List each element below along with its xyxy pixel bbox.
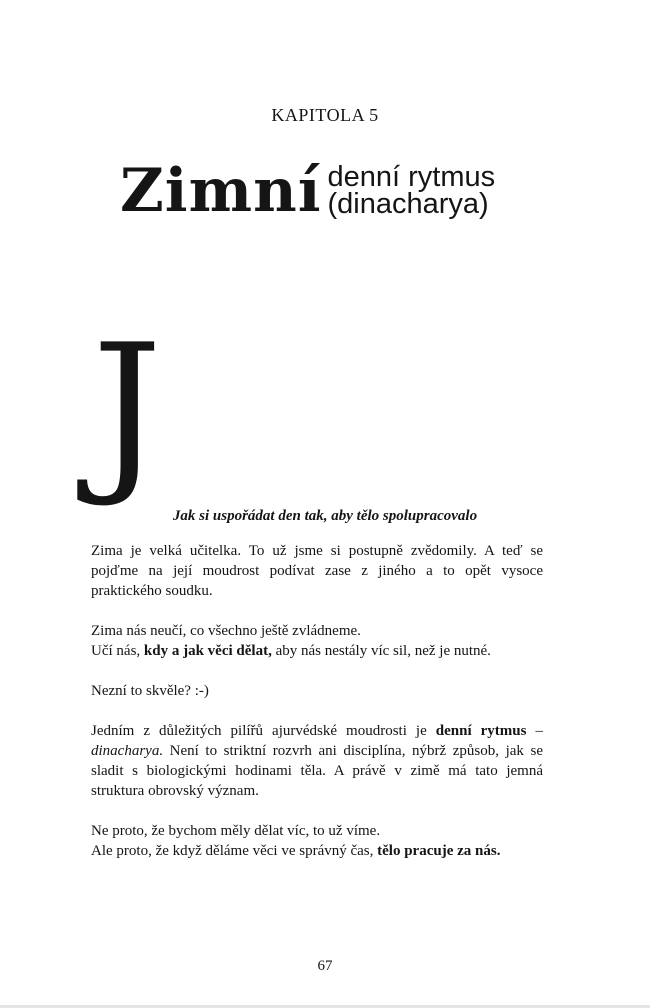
paragraph-5-line-1: Ne proto, že bychom měly dělat víc, to už víme. — [91, 823, 381, 839]
text-run: aby nás nestály víc sil, než je nutné. — [271, 643, 491, 659]
text-run: Učí nás, — [91, 643, 144, 659]
paragraph-2-line-1: Zima nás neučí, co všechno ještě zvládneme. — [91, 623, 361, 639]
text-run: – — [526, 723, 543, 739]
text-run: Není to striktní rozvrh ani disciplína, nýbrž způsob, jak se sladit s biologickými hodinami těla. A právě v zimě má tato jemná struktura obrovský význam. — [91, 743, 543, 799]
section-subtitle: Jak si uspořádat den tak, aby tělo spolupracovalo — [172, 508, 478, 524]
emphasis-text: tělo pracuje za nás. — [377, 843, 501, 859]
text-run: Ale proto, že když děláme věci ve správný čas, — [91, 843, 378, 859]
paragraph-5 — [91, 821, 543, 861]
chapter-title-main: Zimní — [120, 156, 322, 226]
body-text — [91, 541, 543, 881]
chapter-label: KAPITOLA 5 — [271, 105, 379, 125]
chapter-title-sub — [327, 161, 496, 228]
paragraph-2-line-2 — [91, 641, 543, 661]
emphasis-text: kdy a jak věci dělat, — [143, 643, 272, 659]
chapter-title-sub-line1: denní rytmus — [327, 161, 496, 193]
chapter-title — [120, 148, 495, 228]
italic-text: dinacharya. — [91, 743, 164, 759]
paragraph-4 — [91, 721, 543, 801]
paragraph-3: Nezní to skvěle? :-) — [91, 683, 209, 699]
paragraph-1: Zima je velká učitelka. To už jsme si postupně zvědomily. A teď se pojďme na její moudrost podívat zase z jiného a to opět vysoce praktického soudku. — [91, 543, 543, 599]
paragraph-5-line-2 — [91, 841, 543, 861]
page-number: 67 — [317, 958, 333, 974]
paragraph-2 — [91, 621, 543, 661]
text-run: Jedním z důležitých pilířů ajurvédské moudrosti je — [91, 723, 436, 739]
emphasis-text: denní rytmus — [435, 723, 527, 739]
chapter-title-sub-line2: (dinacharya) — [327, 188, 489, 220]
drop-cap: J — [92, 308, 163, 511]
